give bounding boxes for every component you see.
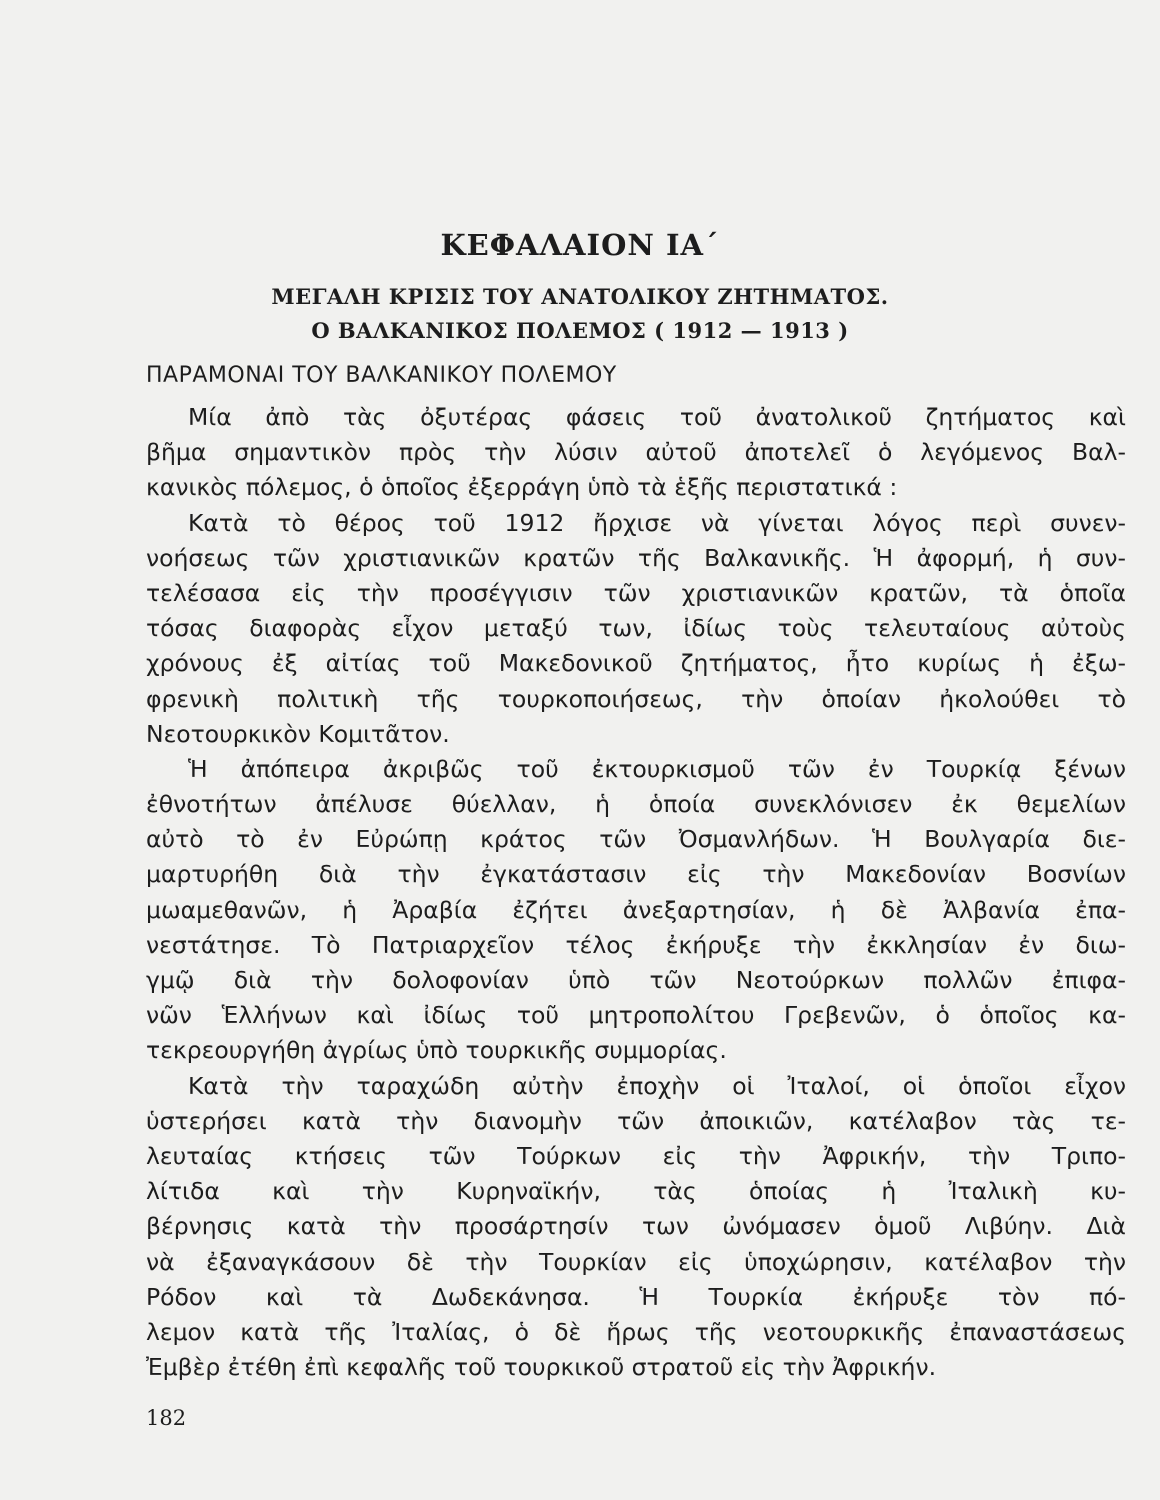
text-line: γμῷ διὰ τὴν δολοφονίαν ὑπὸ τῶν Νεοτούρκων πολλῶν ἐπιφα-	[146, 966, 1126, 994]
text-line: τεκρεουργήθη ἀγρίως ὑπὸ τουρκικῆς συμμορίας.	[146, 1036, 727, 1065]
chapter-subtitle-line-2: Ο ΒΑΛΚΑΝΙΚΟΣ ΠΟΛΕΜΟΣ ( 1912 — 1913 )	[311, 318, 849, 343]
text-line: βῆμα σημαντικὸν πρὸς τὴν λύσιν αὐτοῦ ἀποτελεῖ ὁ λεγόμενος Βαλ-	[146, 438, 1126, 467]
chapter-subtitle-line-1: ΜΕΓΑΛΗ ΚΡΙΣΙΣ ΤΟΥ ΑΝΑΤΟΛΙΚΟΥ ΖΗΤΗΜΑΤΟΣ.	[271, 284, 889, 309]
text-line: τόσας διαφορὰς εἶχον μεταξύ των, ἰδίως τοὺς τελευταίους αὐτοὺς	[146, 614, 1126, 643]
text-line: αὐτὸ τὸ ἐν Εὐρώπῃ κράτος τῶν Ὀσμανλήδων. Ἡ Βουλγαρία διε-	[146, 825, 1126, 854]
text-line: νῶν Ἑλλήνων καὶ ἰδίως τοῦ μητροπολίτου Γρεβενῶν, ὁ ὁποῖος κα-	[146, 1001, 1126, 1030]
text-line: Κατὰ τὴν ταραχώδη αὐτὴν ἐποχὴν οἱ Ἰταλοί, οἱ ὁποῖοι εἶχον	[188, 1071, 1126, 1100]
section-heading: ΠΑΡΑΜΟΝΑΙ ΤΟΥ ΒΑΛΚΑΝΙΚΟΥ ΠΟΛΕΜΟΥ	[146, 363, 617, 388]
text-line: βέρνησις κατὰ τὴν προσάρτησίν των ὠνόμασεν ὁμοῦ Λιβύην. Διὰ	[146, 1212, 1126, 1241]
text-line: λίτιδα καὶ τὴν Κυρηναϊκήν, τὰς ὁποίας ἡ Ἰταλικὴ κυ-	[146, 1177, 1126, 1206]
text-line: κανικὸς πόλεμος, ὁ ὁποῖος ἐξερράγη ὑπὸ τὰ ἑξῆς περιστατικά :	[146, 473, 898, 502]
text-line: Ρόδον καὶ τὰ Δωδεκάνησα. Ἡ Τουρκία ἐκήρυξε τὸν πό-	[146, 1282, 1126, 1311]
text-line: ὑστερήσει κατὰ τὴν διανομὴν τῶν ἀποικιῶν, κατέλαβον τὰς τε-	[146, 1106, 1126, 1135]
chapter-title: ΚΕΦΑΛΑΙΟΝ ΙΑ΄	[440, 228, 720, 262]
text-line: νὰ ἐξαναγκάσουν δὲ τὴν Τουρκίαν εἰς ὑποχώρησιν, κατέλαβον τὴν	[146, 1247, 1126, 1276]
text-line: Κατὰ τὸ θέρος τοῦ 1912 ἤρχισε νὰ γίνεται λόγος περὶ συνεν-	[188, 508, 1126, 537]
text-line: μαρτυρήθη διὰ τὴν ἐγκατάστασιν εἰς τὴν Μακεδονίαν Βοσνίων	[146, 860, 1126, 889]
text-line: νοήσεως τῶν χριστιανικῶν κρατῶν τῆς Βαλκανικῆς. Ἡ ἀφορμή, ἡ συν-	[146, 543, 1126, 572]
text-line: φρενικὴ πολιτικὴ τῆς τουρκοποιήσεως, τὴν ὁποίαν ἠκολούθει τὸ	[146, 684, 1126, 713]
text-line: Ἡ ἀπόπειρα ἀκριβῶς τοῦ ἐκτουρκισμοῦ τῶν ἐν Τουρκίᾳ ξένων	[188, 754, 1126, 783]
text-line: λεμον κατὰ τῆς Ἰταλίας, ὁ δὲ ἥρως τῆς νεοτουρκικῆς ἐπαναστάσεως	[146, 1317, 1126, 1346]
text-line: Μία ἀπὸ τὰς ὀξυτέρας φάσεις τοῦ ἀνατολικοῦ ζητήματος καὶ	[188, 403, 1126, 431]
text-line: Ἐμβὲρ ἐτέθη ἐπὶ κεφαλῆς τοῦ τουρκικοῦ στρατοῦ εἰς τὴν Ἀφρικήν.	[146, 1353, 937, 1382]
text-line: ἐθνοτήτων ἀπέλυσε θύελλαν, ἡ ὁποία συνεκλόνισεν ἐκ θεμελίων	[146, 790, 1126, 819]
text-line: μωαμεθανῶν, ἡ Ἀραβία ἐζήτει ἀνεξαρτησίαν, ἡ δὲ Ἀλβανία ἐπα-	[146, 895, 1126, 924]
page-number: 182	[146, 1406, 187, 1430]
text-line: νεστάτησε. Τὸ Πατριαρχεῖον τέλος ἐκήρυξε τὴν ἐκκλησίαν ἐν διω-	[146, 930, 1126, 959]
text-line: Νεοτουρκικὸν Κομιτᾶτον.	[146, 719, 450, 748]
body-text	[146, 400, 1126, 1385]
text-line: τελέσασα εἰς τὴν προσέγγισιν τῶν χριστιανικῶν κρατῶν, τὰ ὁποῖα	[146, 578, 1126, 607]
text-line: χρόνους ἐξ αἰτίας τοῦ Μακεδονικοῦ ζητήματος, ἦτο κυρίως ἡ ἐξω-	[146, 649, 1126, 678]
text-line: λευταίας κτήσεις τῶν Τούρκων εἰς τὴν Ἀφρικήν, τὴν Τριπο-	[146, 1141, 1126, 1170]
